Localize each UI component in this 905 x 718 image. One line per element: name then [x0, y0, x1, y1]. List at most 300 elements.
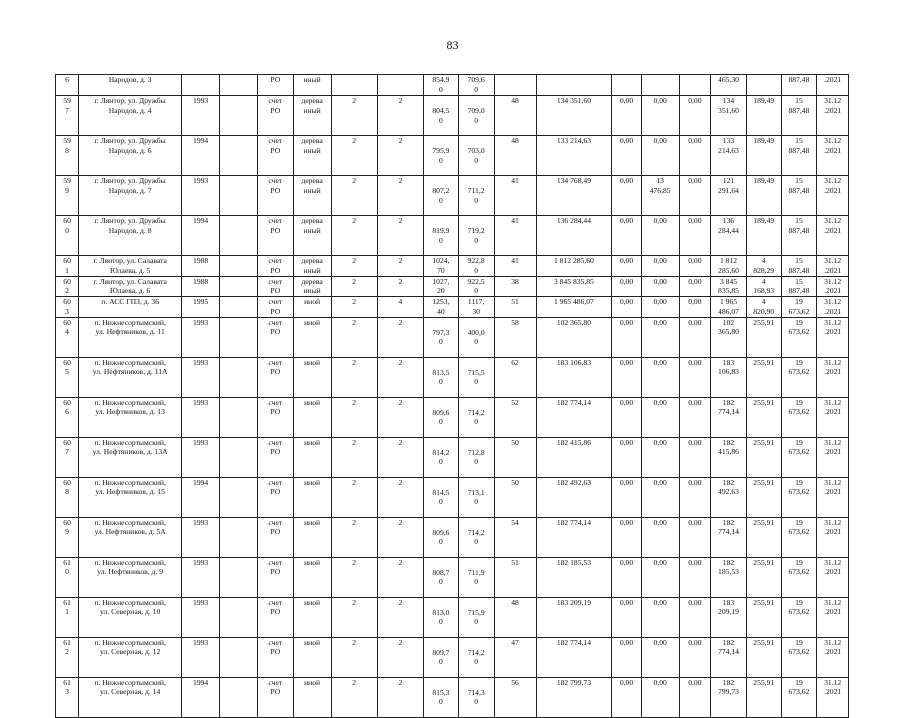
residents-cell: 41 — [494, 176, 536, 216]
entrances-cell: 2 — [377, 597, 423, 637]
year-cell: 1995 — [182, 297, 220, 318]
entrances-cell: 2 — [377, 637, 423, 677]
fund-1-cell: 0,00 — [612, 256, 641, 277]
fund-3-cell: 0,00 — [679, 597, 711, 637]
table-row — [56, 136, 849, 176]
account-type-cell: счет РО — [257, 677, 293, 717]
table-row — [56, 397, 849, 437]
address-cell: п. Нижнесортымский, ул. Нефтяников, д. 13 — [79, 397, 182, 437]
total-cost-cell: 182 185,53 — [711, 557, 747, 597]
total-cost-cell: 182 774,14 — [711, 517, 747, 557]
fund-2-cell: 0,00 — [641, 437, 679, 477]
unit-cost-cell: 255,91 — [746, 597, 781, 637]
account-type-cell: счет РО — [257, 317, 293, 357]
deadline-cell: 31.12 .2021 — [817, 517, 849, 557]
fund-2-cell: 0,00 — [641, 637, 679, 677]
row-number-cell: 61 0 — [56, 557, 79, 597]
material-cell: дерева нный — [293, 176, 331, 216]
fund-3-cell: 0,00 — [679, 637, 711, 677]
entrances-cell: 2 — [377, 96, 423, 136]
living-area-cell: 1117, 30 — [458, 297, 494, 318]
fund-3-cell: 0,00 — [679, 96, 711, 136]
unit-cost-cell: 255,91 — [746, 637, 781, 677]
table-row — [56, 637, 849, 677]
total-cost-cell: 182 492,63 — [711, 477, 747, 517]
fund-2-cell: 0,00 — [641, 136, 679, 176]
limit-cost-cell: 887,48 — [781, 75, 817, 96]
unit-cost-cell: 189,49 — [746, 136, 781, 176]
living-area-cell: 400,0 0 — [458, 317, 494, 357]
table-row — [56, 677, 849, 717]
limit-cost-cell: 19 673,62 — [781, 437, 817, 477]
deadline-cell: 31.12 .2021 — [817, 357, 849, 397]
wall-cell — [220, 517, 258, 557]
entrances-cell: 2 — [377, 397, 423, 437]
wall-cell — [220, 136, 258, 176]
account-type-cell: счет РО — [257, 597, 293, 637]
unit-cost-cell: 255,91 — [746, 477, 781, 517]
fund-3-cell: 0,00 — [679, 557, 711, 597]
deadline-cell: 31.12 .2021 — [817, 477, 849, 517]
wall-cell — [220, 397, 258, 437]
wall-cell — [220, 597, 258, 637]
total-cost-cell: 183 209,19 — [711, 597, 747, 637]
residents-cell: 50 — [494, 477, 536, 517]
living-area-cell: 714,2 0 — [458, 637, 494, 677]
year-cell: 1993 — [182, 357, 220, 397]
cost-cell: 134 768,49 — [536, 176, 612, 216]
address-cell: п. Нижнесортымский, ул. Нефтяников, д. 13А — [79, 437, 182, 477]
year-cell: 1993 — [182, 317, 220, 357]
fund-3-cell — [679, 75, 711, 96]
entrances-cell: 2 — [377, 256, 423, 277]
total-area-cell: 1024, 70 — [424, 256, 459, 277]
cost-cell: 182 492,63 — [536, 477, 612, 517]
fund-2-cell: 0,00 — [641, 677, 679, 717]
year-cell: 1993 — [182, 637, 220, 677]
total-area-cell: 809,6 0 — [424, 517, 459, 557]
year-cell: 1994 — [182, 136, 220, 176]
table-row — [56, 477, 849, 517]
limit-cost-cell: 19 673,62 — [781, 397, 817, 437]
address-cell: п. Нижнесортымский, ул. Северная, д. 10 — [79, 597, 182, 637]
living-area-cell: 709,6 0 — [458, 75, 494, 96]
year-cell: 1993 — [182, 597, 220, 637]
wall-cell — [220, 477, 258, 517]
fund-2-cell: 0,00 — [641, 397, 679, 437]
row-number-cell: 61 1 — [56, 597, 79, 637]
account-type-cell: счет РО — [257, 477, 293, 517]
total-area-cell: 804,5 0 — [424, 96, 459, 136]
cost-cell: 183 209,19 — [536, 597, 612, 637]
deadline-cell: 31.12 .2021 — [817, 136, 849, 176]
cost-cell: 136 284,44 — [536, 216, 612, 256]
fund-1-cell: 0,00 — [612, 557, 641, 597]
address-cell: п. Нижнесортымский, ул. Нефтяников, д. 11А — [79, 357, 182, 397]
fund-1-cell: 0,00 — [612, 136, 641, 176]
cost-cell: 182 774,14 — [536, 397, 612, 437]
fund-1-cell: 0,00 — [612, 96, 641, 136]
material-cell: иной — [293, 397, 331, 437]
material-cell: иной — [293, 637, 331, 677]
total-area-cell: 815,3 0 — [424, 677, 459, 717]
limit-cost-cell: 15 887,48 — [781, 176, 817, 216]
fund-2-cell: 0,00 — [641, 477, 679, 517]
year-cell: 1994 — [182, 477, 220, 517]
fund-3-cell: 0,00 — [679, 297, 711, 318]
fund-2-cell: 0,00 — [641, 557, 679, 597]
total-cost-cell: 1 812 285,60 — [711, 256, 747, 277]
fund-1-cell: 0,00 — [612, 276, 641, 297]
account-type-cell: счет РО — [257, 176, 293, 216]
cost-cell: 1 812 285,60 — [536, 256, 612, 277]
fund-2-cell: 0,00 — [641, 597, 679, 637]
unit-cost-cell: 189,49 — [746, 96, 781, 136]
floors-cell: 2 — [331, 136, 377, 176]
year-cell: 1993 — [182, 176, 220, 216]
page-number: 83 — [446, 38, 459, 52]
residents-cell: 51 — [494, 297, 536, 318]
wall-cell — [220, 176, 258, 216]
unit-cost-cell: 255,91 — [746, 677, 781, 717]
address-cell: г. Лянтор, ул. Салавата Юлаева, д. 6 — [79, 276, 182, 297]
row-number-cell: 60 8 — [56, 477, 79, 517]
fund-2-cell: 0,00 — [641, 317, 679, 357]
material-cell: дерева нный — [293, 216, 331, 256]
table-row — [56, 176, 849, 216]
deadline-cell: 31.12 .2021 — [817, 297, 849, 318]
total-cost-cell: 182 415,86 — [711, 437, 747, 477]
material-cell: иной — [293, 677, 331, 717]
living-area-cell: 711,9 0 — [458, 557, 494, 597]
residents-cell: 62 — [494, 357, 536, 397]
fund-1-cell: 0,00 — [612, 677, 641, 717]
year-cell: 1993 — [182, 517, 220, 557]
table-row — [56, 317, 849, 357]
floors-cell: 2 — [331, 477, 377, 517]
entrances-cell: 4 — [377, 297, 423, 318]
living-area-cell: 714,2 0 — [458, 397, 494, 437]
floors-cell: 2 — [331, 517, 377, 557]
limit-cost-cell: 19 673,62 — [781, 597, 817, 637]
unit-cost-cell: 4 820,90 — [746, 297, 781, 318]
account-type-cell: счет РО — [257, 216, 293, 256]
wall-cell — [220, 557, 258, 597]
table-row — [56, 276, 849, 297]
cost-cell: 183 106,83 — [536, 357, 612, 397]
unit-cost-cell: 255,91 — [746, 557, 781, 597]
address-cell: п. Нижнесортымский, ул. Нефтяников, д. 5А — [79, 517, 182, 557]
fund-2-cell: 0,00 — [641, 216, 679, 256]
material-cell: дерева нный — [293, 136, 331, 176]
table-row — [56, 517, 849, 557]
account-type-cell: счет РО — [257, 276, 293, 297]
unit-cost-cell — [746, 75, 781, 96]
unit-cost-cell: 255,91 — [746, 437, 781, 477]
wall-cell — [220, 677, 258, 717]
unit-cost-cell: 255,91 — [746, 317, 781, 357]
row-number-cell: 60 0 — [56, 216, 79, 256]
table-row — [56, 597, 849, 637]
limit-cost-cell: 19 673,62 — [781, 557, 817, 597]
limit-cost-cell: 15 887,48 — [781, 256, 817, 277]
year-cell: 1993 — [182, 557, 220, 597]
account-type-cell: счет РО — [257, 357, 293, 397]
floors-cell: 2 — [331, 256, 377, 277]
address-cell: г. Лянтор, ул. Дружбы Народов, д. 7 — [79, 176, 182, 216]
cost-cell: 133 214,63 — [536, 136, 612, 176]
total-cost-cell: 134 351,60 — [711, 96, 747, 136]
total-cost-cell: 121 291,64 — [711, 176, 747, 216]
total-cost-cell: 465,30 — [711, 75, 747, 96]
account-type-cell: РО — [257, 75, 293, 96]
cost-cell: 182 774,14 — [536, 517, 612, 557]
unit-cost-cell: 189,49 — [746, 216, 781, 256]
living-area-cell: 712,8 0 — [458, 437, 494, 477]
address-cell: п. Нижнесортымский, ул. Нефтяников, д. 9 — [79, 557, 182, 597]
material-cell: иной — [293, 297, 331, 318]
limit-cost-cell: 19 673,62 — [781, 477, 817, 517]
fund-1-cell: 0,00 — [612, 517, 641, 557]
row-number-cell: 60 2 — [56, 276, 79, 297]
address-cell: п. Нижнесортымский, ул. Северная, д. 12 — [79, 637, 182, 677]
limit-cost-cell: 19 673,62 — [781, 297, 817, 318]
year-cell: 1993 — [182, 96, 220, 136]
fund-1-cell: 0,00 — [612, 317, 641, 357]
wall-cell — [220, 96, 258, 136]
cost-cell: 182 799,73 — [536, 677, 612, 717]
wall-cell — [220, 317, 258, 357]
material-cell: дерева нный — [293, 96, 331, 136]
wall-cell — [220, 437, 258, 477]
cost-cell: 1 965 486,07 — [536, 297, 612, 318]
floors-cell: 2 — [331, 96, 377, 136]
year-cell: 1988 — [182, 276, 220, 297]
floors-cell: 2 — [331, 176, 377, 216]
entrances-cell: 2 — [377, 477, 423, 517]
deadline-cell: 31.12 .2021 — [817, 256, 849, 277]
residents-cell: 56 — [494, 677, 536, 717]
cost-cell: 182 185,53 — [536, 557, 612, 597]
wall-cell — [220, 276, 258, 297]
living-area-cell: 922,5 0 — [458, 276, 494, 297]
wall-cell — [220, 297, 258, 318]
floors-cell: 2 — [331, 357, 377, 397]
table-row — [56, 357, 849, 397]
entrances-cell: 2 — [377, 136, 423, 176]
address-cell: г. Лянтор, ул. Дружбы Народов, д. 4 — [79, 96, 182, 136]
limit-cost-cell: 15 887,48 — [781, 136, 817, 176]
fund-2-cell: 0,00 — [641, 276, 679, 297]
year-cell: 1993 — [182, 397, 220, 437]
fund-1-cell: 0,00 — [612, 437, 641, 477]
row-number-cell: 59 9 — [56, 176, 79, 216]
deadline-cell: 31.12 .2021 — [817, 557, 849, 597]
deadline-cell: 31.12 .2021 — [817, 96, 849, 136]
row-number-cell: 59 8 — [56, 136, 79, 176]
cost-cell: 134 351,60 — [536, 96, 612, 136]
floors-cell: 2 — [331, 677, 377, 717]
living-area-cell: 709,0 0 — [458, 96, 494, 136]
deadline-cell: 31.12 .2021 — [817, 397, 849, 437]
fund-1-cell: 0,00 — [612, 216, 641, 256]
limit-cost-cell: 15 887,48 — [781, 96, 817, 136]
living-area-cell: 715,9 0 — [458, 597, 494, 637]
deadline-cell: 31.12 .2021 — [817, 637, 849, 677]
address-cell: Народов, д. 3 — [79, 75, 182, 96]
wall-cell — [220, 637, 258, 677]
entrances-cell: 2 — [377, 216, 423, 256]
deadline-cell: 31.12 .2021 — [817, 317, 849, 357]
total-area-cell: 814,2 0 — [424, 437, 459, 477]
material-cell: иной — [293, 317, 331, 357]
deadline-cell: .2021 — [817, 75, 849, 96]
fund-2-cell — [641, 75, 679, 96]
residents-cell: 41 — [494, 256, 536, 277]
entrances-cell: 2 — [377, 276, 423, 297]
total-cost-cell: 182 799,73 — [711, 677, 747, 717]
entrances-cell: 2 — [377, 437, 423, 477]
total-area-cell: 809,6 0 — [424, 397, 459, 437]
entrances-cell: 2 — [377, 517, 423, 557]
row-number-cell: 61 2 — [56, 637, 79, 677]
residents-cell: 47 — [494, 637, 536, 677]
unit-cost-cell: 189,49 — [746, 176, 781, 216]
material-cell: иный — [293, 75, 331, 96]
year-cell: 1988 — [182, 256, 220, 277]
fund-3-cell: 0,00 — [679, 256, 711, 277]
residents-cell: 50 — [494, 437, 536, 477]
deadline-cell: 31.12 .2021 — [817, 677, 849, 717]
floors-cell: 2 — [331, 637, 377, 677]
floors-cell: 2 — [331, 437, 377, 477]
entrances-cell: 2 — [377, 677, 423, 717]
total-area-cell: 1253, 40 — [424, 297, 459, 318]
fund-3-cell: 0,00 — [679, 216, 711, 256]
unit-cost-cell: 255,91 — [746, 357, 781, 397]
living-area-cell: 714,2 0 — [458, 517, 494, 557]
fund-3-cell: 0,00 — [679, 477, 711, 517]
total-cost-cell: 133 214,63 — [711, 136, 747, 176]
limit-cost-cell: 19 673,62 — [781, 517, 817, 557]
account-type-cell: счет РО — [257, 517, 293, 557]
material-cell: иной — [293, 557, 331, 597]
limit-cost-cell: 15 887,48 — [781, 276, 817, 297]
entrances-cell: 2 — [377, 176, 423, 216]
table-row — [56, 557, 849, 597]
total-area-cell: 819,9 0 — [424, 216, 459, 256]
total-area-cell: 1027, 20 — [424, 276, 459, 297]
table-row — [56, 75, 849, 96]
total-area-cell: 813,0 0 — [424, 597, 459, 637]
residents-cell: 41 — [494, 216, 536, 256]
total-cost-cell: 3 845 835,85 — [711, 276, 747, 297]
total-cost-cell: 182 774,14 — [711, 397, 747, 437]
year-cell: 1993 — [182, 437, 220, 477]
residents-cell: 48 — [494, 96, 536, 136]
row-number-cell: 59 7 — [56, 96, 79, 136]
fund-1-cell: 0,00 — [612, 176, 641, 216]
floors-cell: 2 — [331, 276, 377, 297]
deadline-cell: 31.12 .2021 — [817, 597, 849, 637]
living-area-cell: 703,0 0 — [458, 136, 494, 176]
material-cell: иной — [293, 517, 331, 557]
material-cell: иной — [293, 477, 331, 517]
fund-1-cell: 0,00 — [612, 597, 641, 637]
limit-cost-cell: 19 673,62 — [781, 637, 817, 677]
fund-1-cell: 0,00 — [612, 357, 641, 397]
cost-cell: 182 774,14 — [536, 637, 612, 677]
material-cell: иной — [293, 597, 331, 637]
residents-cell — [494, 75, 536, 96]
cost-cell: 102 365,80 — [536, 317, 612, 357]
total-area-cell: 814,5 0 — [424, 477, 459, 517]
living-area-cell: 714,3 0 — [458, 677, 494, 717]
wall-cell — [220, 357, 258, 397]
living-area-cell: 922,8 0 — [458, 256, 494, 277]
living-area-cell: 715,5 0 — [458, 357, 494, 397]
residents-cell: 48 — [494, 597, 536, 637]
deadline-cell: 31.12 .2021 — [817, 437, 849, 477]
total-area-cell: 808,7 0 — [424, 557, 459, 597]
row-number-cell: 60 9 — [56, 517, 79, 557]
row-number-cell: 60 4 — [56, 317, 79, 357]
address-cell: п. Нижнесортымский, ул. Нефтяников, д. 11 — [79, 317, 182, 357]
address-cell: г. Лянтор, ул. Дружбы Народов, д. 8 — [79, 216, 182, 256]
total-area-cell: 795,9 0 — [424, 136, 459, 176]
total-area-cell: 807,2 0 — [424, 176, 459, 216]
unit-cost-cell: 255,91 — [746, 397, 781, 437]
table-row — [56, 256, 849, 277]
residents-cell: 58 — [494, 317, 536, 357]
residents-cell: 38 — [494, 276, 536, 297]
fund-2-cell: 0,00 — [641, 297, 679, 318]
row-number-cell: 60 3 — [56, 297, 79, 318]
row-number-cell: 60 6 — [56, 397, 79, 437]
living-area-cell: 713,1 0 — [458, 477, 494, 517]
fund-3-cell: 0,00 — [679, 397, 711, 437]
fund-2-cell: 0,00 — [641, 96, 679, 136]
deadline-cell: 31.12 .2021 — [817, 176, 849, 216]
total-area-cell: 797,3 0 — [424, 317, 459, 357]
wall-cell — [220, 216, 258, 256]
row-number-cell: 6 — [56, 75, 79, 96]
fund-3-cell: 0,00 — [679, 357, 711, 397]
row-number-cell: 60 1 — [56, 256, 79, 277]
total-cost-cell: 1 965 486,07 — [711, 297, 747, 318]
year-cell: 1994 — [182, 216, 220, 256]
address-cell: п. Нижнесортымский, ул. Северная, д. 14 — [79, 677, 182, 717]
housing-register-table — [55, 74, 849, 718]
fund-1-cell — [612, 75, 641, 96]
unit-cost-cell: 255,91 — [746, 517, 781, 557]
floors-cell: 2 — [331, 557, 377, 597]
residents-cell: 52 — [494, 397, 536, 437]
fund-2-cell: 0,00 — [641, 256, 679, 277]
account-type-cell: счет РО — [257, 136, 293, 176]
year-cell — [182, 75, 220, 96]
fund-3-cell: 0,00 — [679, 437, 711, 477]
fund-2-cell: 13 476,85 — [641, 176, 679, 216]
material-cell: иной — [293, 357, 331, 397]
account-type-cell: счет РО — [257, 437, 293, 477]
account-type-cell: счет РО — [257, 637, 293, 677]
total-area-cell: 813,5 0 — [424, 357, 459, 397]
account-type-cell: счет РО — [257, 256, 293, 277]
table-row — [56, 96, 849, 136]
limit-cost-cell: 19 673,62 — [781, 357, 817, 397]
fund-1-cell: 0,00 — [612, 397, 641, 437]
